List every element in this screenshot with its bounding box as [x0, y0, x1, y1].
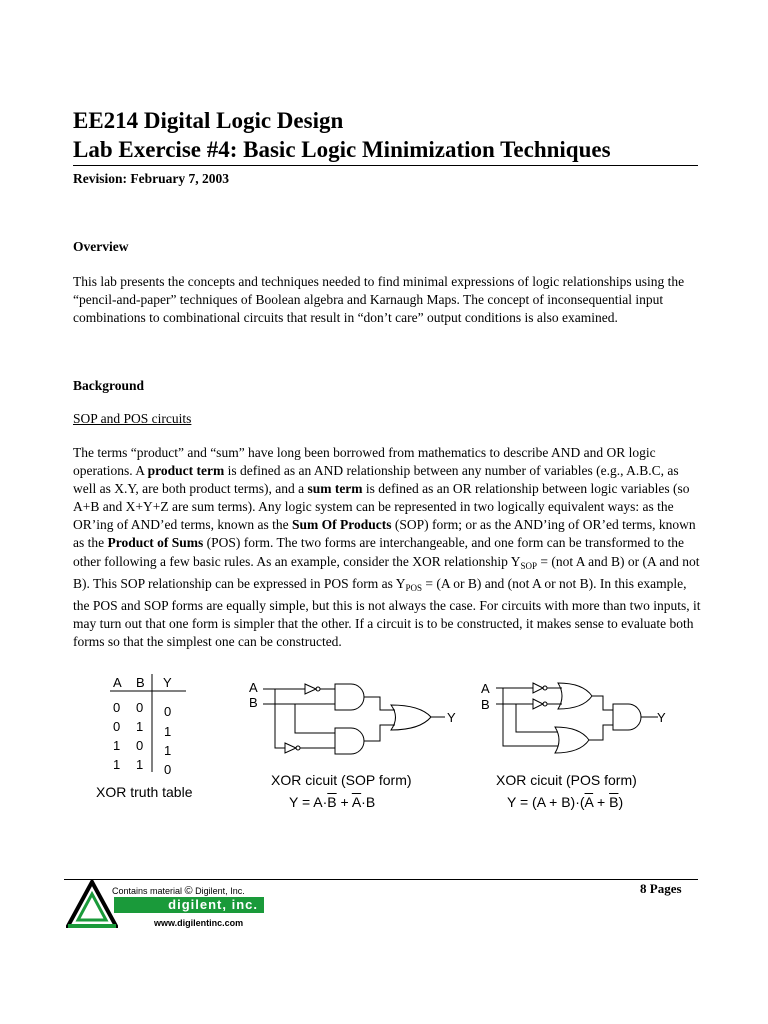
- tt-cell: 1: [113, 738, 121, 753]
- tt-cell: 1: [113, 757, 121, 772]
- overview-heading: Overview: [73, 239, 129, 254]
- digilent-logo-banner: digilent, inc.: [114, 897, 264, 913]
- tt-cell: 0: [136, 700, 144, 715]
- tt-cell: 1: [164, 724, 172, 739]
- sop-input-b-label: B: [249, 695, 258, 710]
- term-product-term: product term: [147, 463, 225, 479]
- pos-equation: $Y = (A + B)\cdot(\overline{A} + \overline{B})$: [507, 794, 624, 810]
- tt-cell: 0: [136, 738, 144, 753]
- background-paragraph: The terms “product” and “sum” have long been borrowed from mathematics to describe AND and OR logic operations. A product term is defined as an AND relationship between any number of variables (e.g., A.B.C, as well as X.Y, are both product terms), and a sum term is defined as an OR relationship between logic variables (so A+B and X+Y+Z are sum terms). Any logic system can be represented in two logically equivalent ways: as the OR’ing of AND’ed terms, known as the Sum Of Products (SOP) form; or as the AND’ing of OR’ed terms, known as the Product of Sums (POS) form. The two forms are interchangeable, and one form can be transformed to the other following a few basic rules. As an example, consider the XOR relationship $Y_{SOP} = (not$ A and B) or (A and not B). This SOP relationship can be expressed in POS form as $Y_{POS} = (A$ or B) and (not A or not B). In this example, the POS and SOP forms are equally simple, but this is not always the case. For circuits with more than two inputs, it may turn out that one form is simpler that the other. If a circuit is to be constructed, it makes sense to evaluate both forms so that the simplest one can be constructed.: [73, 445, 701, 649]
- tt-cell: 0: [164, 704, 172, 719]
- pos-input-b-label: B: [481, 697, 490, 712]
- revision-date: Revision: February 7, 2003: [73, 171, 229, 186]
- page-subtitle: Lab Exercise #4: Basic Logic Minimization Techniques: [73, 137, 611, 162]
- overview-paragraph: This lab presents the concepts and techniques needed to find minimal expressions of logic relationships using the “pencil-and-paper” techniques of Boolean algebra and Karnaugh Maps. The concept of inconsequential input combinations to combinational circuits that result in “don’t care” output conditions is also examined.: [73, 274, 685, 326]
- pos-output-y-label: Y: [657, 710, 666, 725]
- sop-caption: XOR cicuit (SOP form): [271, 772, 412, 788]
- pos-input-a-label: A: [481, 681, 490, 696]
- page-title: EE214 Digital Logic Design: [73, 108, 344, 133]
- tt-cell: 0: [113, 700, 121, 715]
- tt-cell: 1: [136, 719, 144, 734]
- term-sum-term: sum term: [307, 481, 363, 497]
- tt-header-a: A: [113, 675, 122, 690]
- sop-pos-subheading: SOP and POS circuits: [73, 411, 192, 426]
- sop-output-y-label: Y: [447, 710, 456, 725]
- tt-cell: 0: [164, 762, 172, 777]
- footer-contains-material: Contains material © Digilent, Inc.: [112, 885, 245, 897]
- pos-circuit-diagram: [488, 680, 663, 780]
- title-rule: [73, 165, 698, 166]
- background-heading: Background: [73, 378, 145, 393]
- term-sum-of-products: Sum Of Products: [291, 517, 392, 533]
- sop-equation: $Y = A\cdot\overline{B} + \overline{A}\cdot B$: [289, 794, 376, 810]
- tt-cell: 1: [164, 743, 172, 758]
- truth-table-caption: XOR truth table: [96, 784, 193, 800]
- tt-header-y: Y: [163, 675, 172, 690]
- pos-caption: XOR cicuit (POS form): [496, 772, 637, 788]
- sop-circuit-diagram: [255, 680, 450, 780]
- tt-cell: 0: [113, 719, 121, 734]
- tt-cell: 1: [136, 757, 144, 772]
- footer-url: www.digilentinc.com: [154, 918, 244, 928]
- sop-input-a-label: A: [249, 680, 258, 695]
- term-product-of-sums: Product of Sums: [107, 535, 204, 551]
- copyright-icon: ©: [184, 885, 193, 897]
- page-count: 8 Pages: [640, 881, 682, 896]
- digilent-logo-icon: [66, 880, 118, 930]
- tt-header-b: B: [136, 675, 145, 690]
- footer-rule: [64, 879, 698, 880]
